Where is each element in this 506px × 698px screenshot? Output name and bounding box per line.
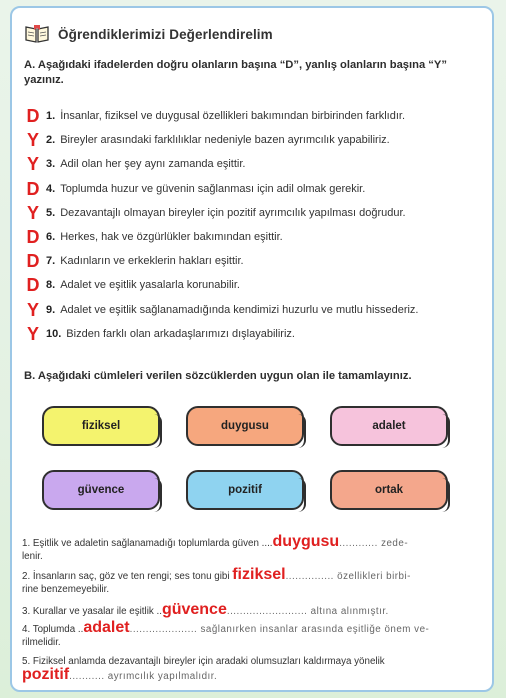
word-card-fiziksel (42, 406, 160, 446)
item-number: 2. (46, 134, 56, 147)
worksheet-card (10, 6, 494, 692)
header (24, 22, 273, 46)
answer-mark: D (26, 275, 40, 296)
sentence-text: 1. Eşitlik ve adaletin sağlanamadığı toplumlarda güven .... (22, 538, 273, 549)
answer-mark: Y (26, 202, 39, 223)
word-card-ortak (330, 470, 448, 510)
sentence-text: ............... özellikleri birbi- (285, 571, 411, 582)
item-text: Bireyler arasındaki farklılıklar nedeniyle bazen ayrımcılık yapabiliriz. (60, 134, 390, 147)
true-false-list (20, 104, 488, 346)
list-item (20, 298, 488, 322)
item-number: 6. (46, 231, 56, 244)
sentence-text: 5. Fiziksel anlamda dezavantajlı bireyler için aradaki olumsuzları kaldırmaya yönelik (22, 656, 385, 667)
filled-answer: pozitif (22, 666, 70, 683)
list-item (20, 177, 488, 201)
answer-mark: D (26, 106, 40, 127)
sentence-text: ........... ayrımcılık yapılmalıdır. (69, 671, 218, 682)
sentence-text: ......................... altına alınmıştır. (226, 606, 389, 617)
sentence-text: rilmelidir. (22, 637, 61, 648)
list-item (20, 201, 488, 225)
word-label: ortak (374, 484, 404, 496)
item-text: Bizden farklı olan arkadaşlarımızı dışlayabiliriz. (66, 327, 295, 340)
sentence-text: ............ zede- (339, 538, 409, 549)
book-icon (24, 24, 50, 44)
item-number: 5. (46, 206, 56, 219)
item-text: Adalet ve eşitlik sağlanamadığında kendimizi huzurlu ve mutlu hissederiz. (60, 303, 419, 316)
item-text: Adil olan her şey aynı zamanda eşittir. (60, 158, 246, 171)
list-item (20, 322, 488, 346)
sentence-2 (22, 568, 484, 596)
word-card-adalet (330, 406, 448, 446)
item-number: 7. (46, 255, 56, 268)
word-card-pozitif (186, 470, 304, 510)
item-text: İnsanlar, fiziksel ve duygusal özellikleri bakımından birbirinden farklıdır. (60, 110, 406, 123)
item-number: 9. (46, 303, 56, 316)
word-label: duygusu (221, 420, 269, 432)
item-number: 4. (46, 182, 56, 195)
item-text: Toplumda huzur ve güvenin sağlanması için adil olmak gerekir. (60, 182, 366, 195)
list-item (20, 225, 488, 249)
sentence-text: rine benzemeyebilir. (22, 584, 110, 595)
word-label: adalet (372, 420, 406, 432)
item-number: 3. (46, 158, 56, 171)
item-text: Herkes, hak ve özgürlükler bakımından eşittir. (60, 231, 283, 244)
list-item (20, 152, 488, 176)
answer-mark: D (26, 227, 40, 248)
section-a-instruction: A. Aşağıdaki ifadelerden doğru olanların başına “D”, yanlış olanların başına “Y” yazınız. (24, 59, 447, 86)
page-title: Öğrendiklerimizi Değerlendirelim (58, 26, 273, 42)
answer-mark: D (26, 251, 40, 272)
word-label: pozitif (228, 484, 262, 496)
list-item (20, 273, 488, 297)
sentence-4 (22, 621, 484, 649)
answer-mark: Y (26, 323, 39, 344)
filled-answer: fiziksel (232, 566, 286, 583)
item-text: Adalet ve eşitlik yasalarla korunabilir. (60, 279, 240, 292)
filled-answer: güvence (161, 601, 227, 618)
sentence-3 (22, 603, 484, 618)
word-card-guvence (42, 470, 160, 510)
sentence-text: lenir. (22, 551, 43, 562)
item-number: 8. (46, 279, 56, 292)
list-item (20, 128, 488, 152)
filled-answer: duygusu (272, 533, 340, 550)
sentence-text: 3. Kurallar ve yasalar ile eşitlik .. (22, 606, 162, 617)
item-number: 10. (46, 327, 62, 340)
word-card-duygusu (186, 406, 304, 446)
sentence-text: ..................... sağlanırken insanlar arasında eşitliğe önem ve- (129, 624, 430, 635)
sentence-text: 2. İnsanların saç, göz ve ten rengi; ses tonu gibi (22, 571, 233, 582)
answer-mark: Y (26, 154, 39, 175)
answer-mark: Y (26, 299, 39, 320)
sentence-text: 4. Toplumda .. (22, 624, 84, 635)
item-text: Dezavantajlı olmayan bireyler için pozitif ayrımcılık yapılması doğrudur. (60, 206, 406, 219)
filled-answer: adalet (83, 619, 130, 636)
answer-mark: D (26, 178, 40, 199)
section-b-instruction: B. Aşağıdaki cümleleri verilen sözcüklerden uygun olan ile tamamlayınız. (24, 370, 412, 382)
item-text: Kadınların ve erkeklerin hakları eşittir. (60, 255, 244, 268)
sentence-1 (22, 535, 484, 563)
word-label: fiziksel (81, 420, 121, 432)
answer-mark: Y (26, 130, 39, 151)
item-number: 1. (46, 110, 56, 123)
word-label: güvence (77, 484, 125, 496)
sentence-5 (22, 655, 484, 683)
list-item (20, 104, 488, 128)
list-item (20, 249, 488, 273)
